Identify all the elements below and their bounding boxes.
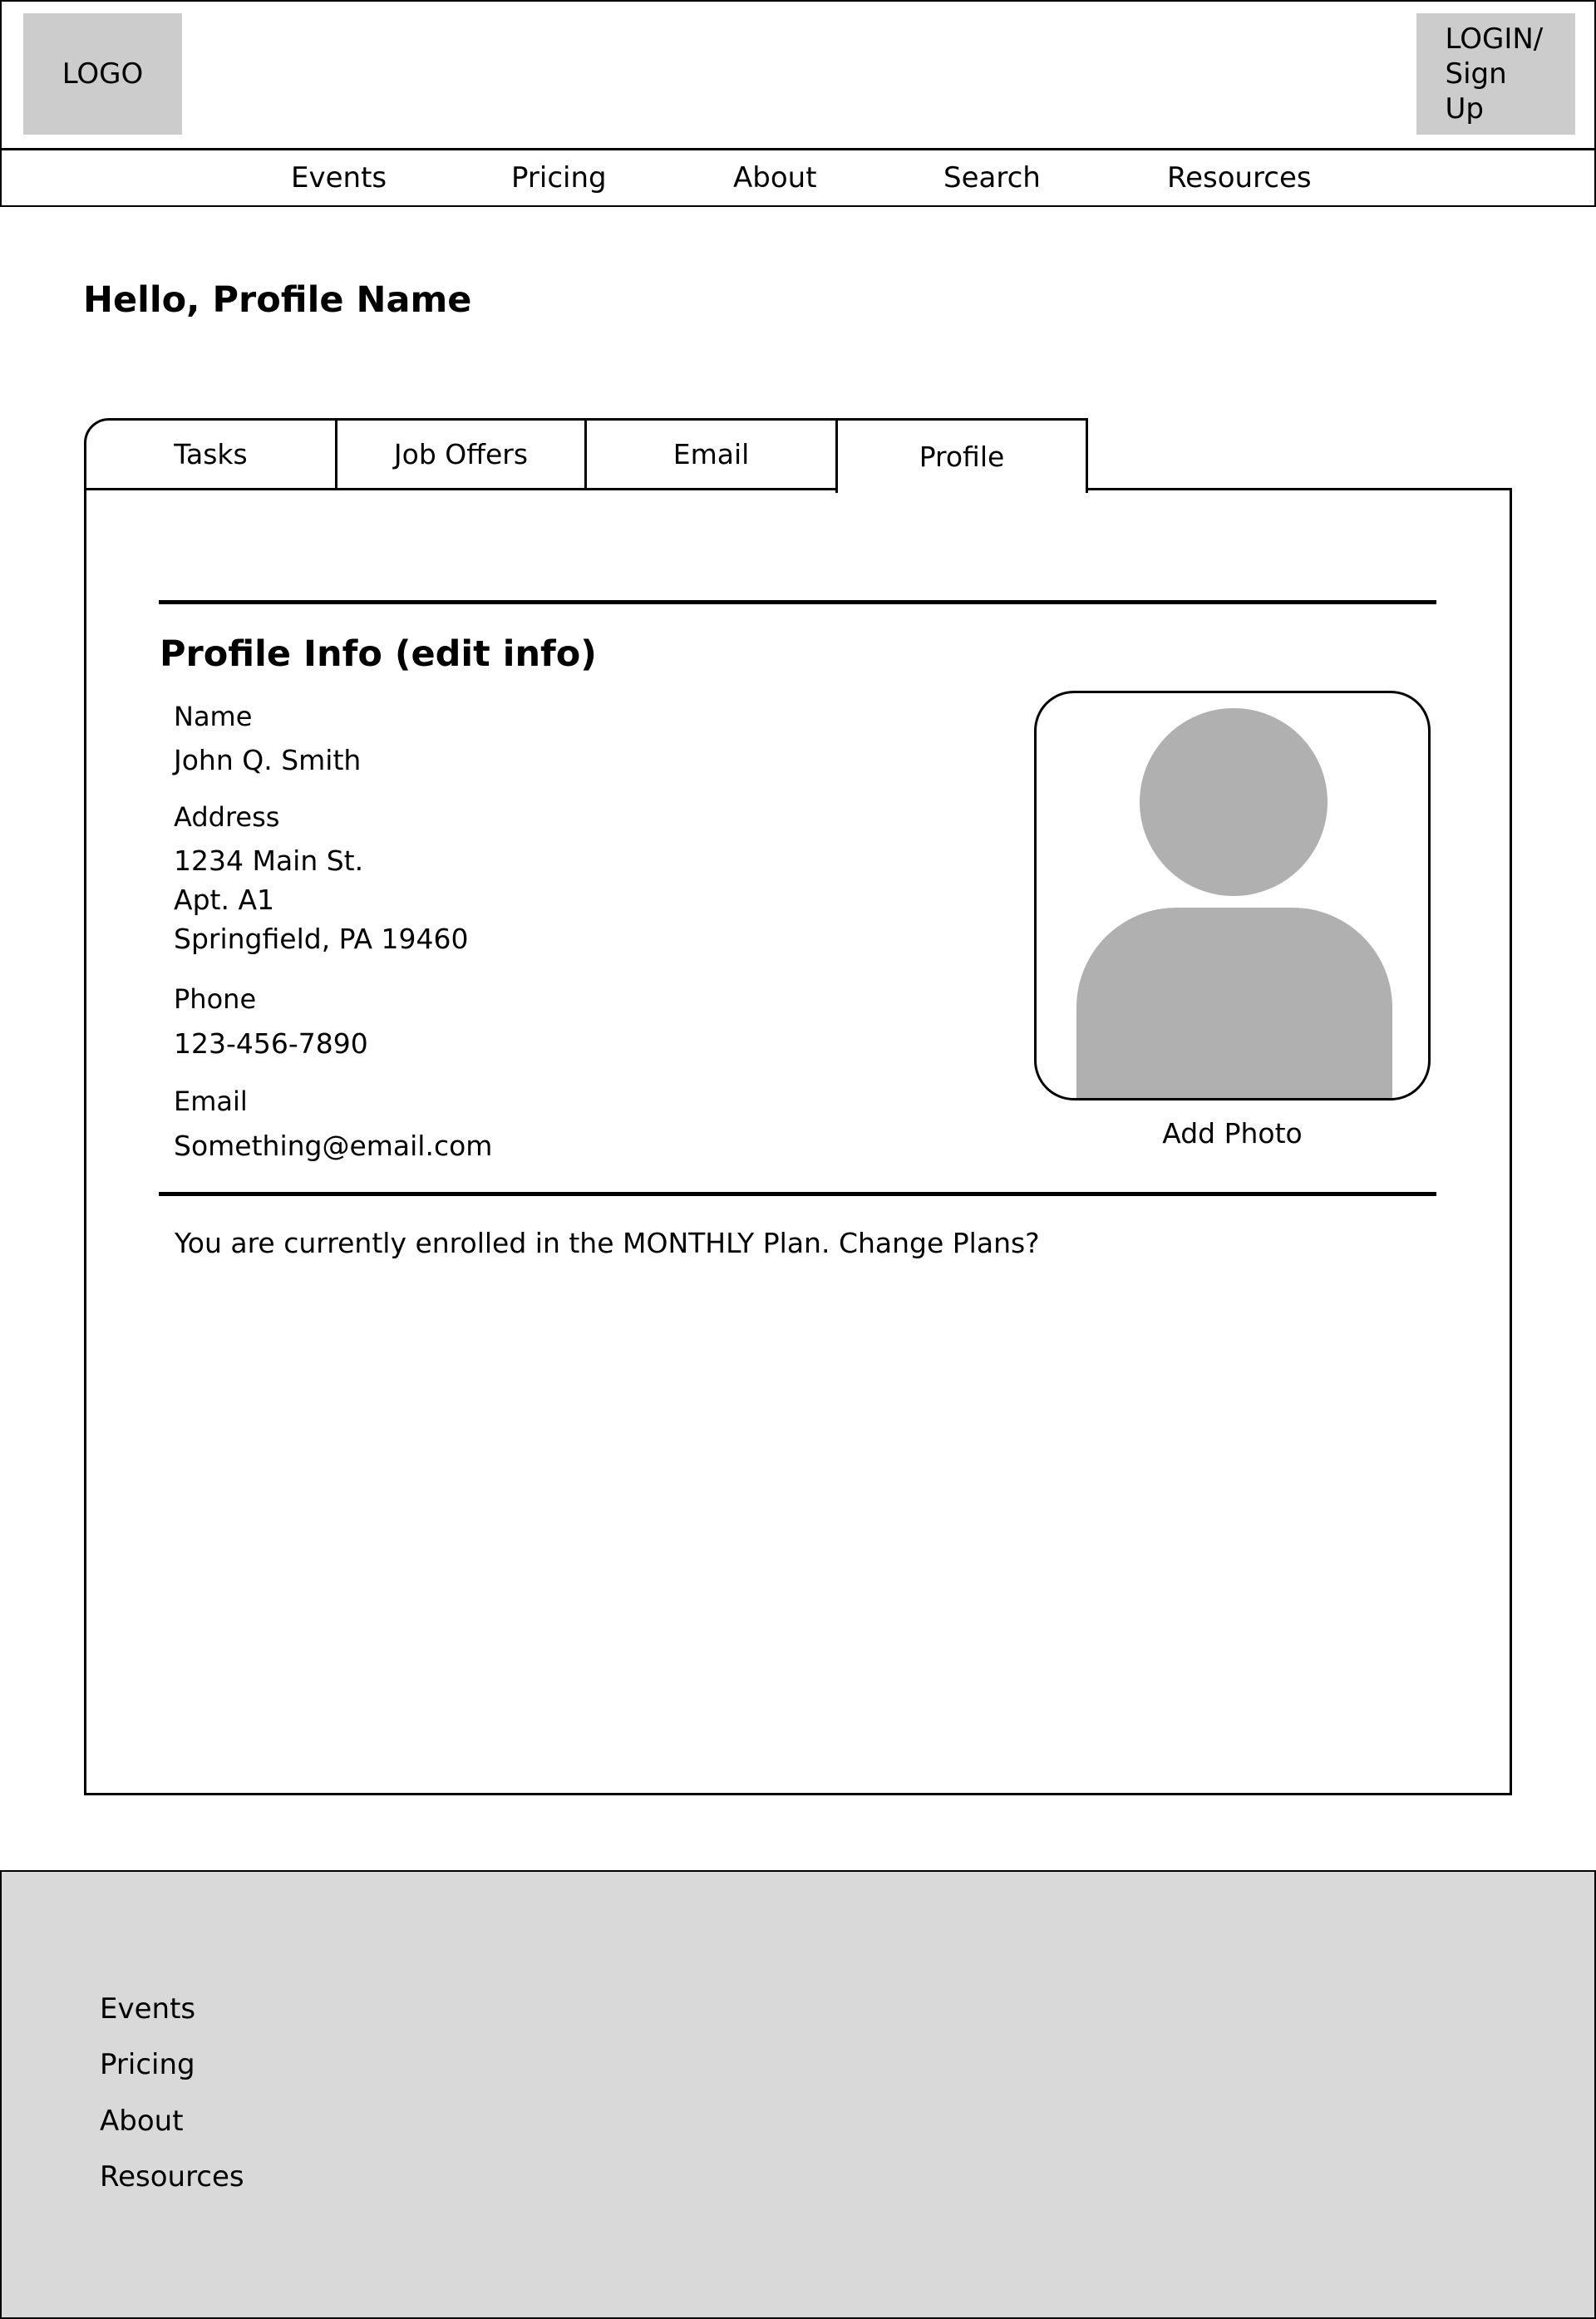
- site-header: [0, 0, 1596, 150]
- nav-about[interactable]: About: [733, 161, 817, 194]
- avatar-head-shape: [1140, 708, 1328, 896]
- phone-value: 123-456-7890: [174, 1027, 368, 1060]
- address-label: Address: [174, 801, 280, 833]
- address-line-2: Apt. A1: [174, 884, 275, 916]
- profile-photo-placeholder[interactable]: [1034, 691, 1431, 1100]
- address-line-3: Springfield, PA 19460: [174, 923, 469, 955]
- section-divider-top: [159, 600, 1436, 604]
- logo-text: LOGO: [62, 57, 144, 91]
- name-value: John Q. Smith: [174, 744, 362, 776]
- plan-status-text[interactable]: You are currently enrolled in the MONTHLY Plan. Change Plans?: [175, 1227, 1040, 1259]
- avatar-body-shape: [1076, 908, 1392, 1099]
- logo[interactable]: [23, 13, 182, 135]
- tab-tasks[interactable]: Tasks: [84, 418, 337, 490]
- section-divider-bottom: [159, 1192, 1436, 1196]
- login-label-line1: LOGIN/: [1445, 22, 1544, 56]
- email-label: Email: [174, 1086, 248, 1117]
- phone-label: Phone: [174, 983, 257, 1015]
- footer-link-pricing[interactable]: Pricing: [100, 2048, 195, 2081]
- nav-search[interactable]: Search: [943, 161, 1041, 194]
- add-photo-button[interactable]: Add Photo: [1162, 1117, 1303, 1150]
- login-label-line2: Sign Up: [1445, 57, 1507, 126]
- name-label: Name: [174, 701, 253, 732]
- profile-section-title[interactable]: Profile Info (edit info): [160, 633, 597, 675]
- tab-job-offers[interactable]: Job Offers: [335, 418, 587, 490]
- nav-resources[interactable]: Resources: [1167, 161, 1312, 194]
- email-value: Something@email.com: [174, 1130, 493, 1162]
- login-signup-button[interactable]: [1416, 13, 1575, 135]
- tab-email[interactable]: Email: [584, 418, 838, 490]
- footer-link-resources[interactable]: Resources: [100, 2160, 244, 2193]
- site-footer: [0, 1870, 1596, 2319]
- address-line-1: 1234 Main St.: [174, 844, 364, 877]
- page-greeting: Hello, Profile Name: [83, 279, 472, 321]
- nav-events[interactable]: Events: [291, 161, 387, 194]
- tab-profile[interactable]: Profile: [835, 418, 1088, 493]
- footer-link-events[interactable]: Events: [100, 1992, 196, 2026]
- footer-link-about[interactable]: About: [100, 2105, 184, 2138]
- nav-pricing[interactable]: Pricing: [511, 161, 607, 194]
